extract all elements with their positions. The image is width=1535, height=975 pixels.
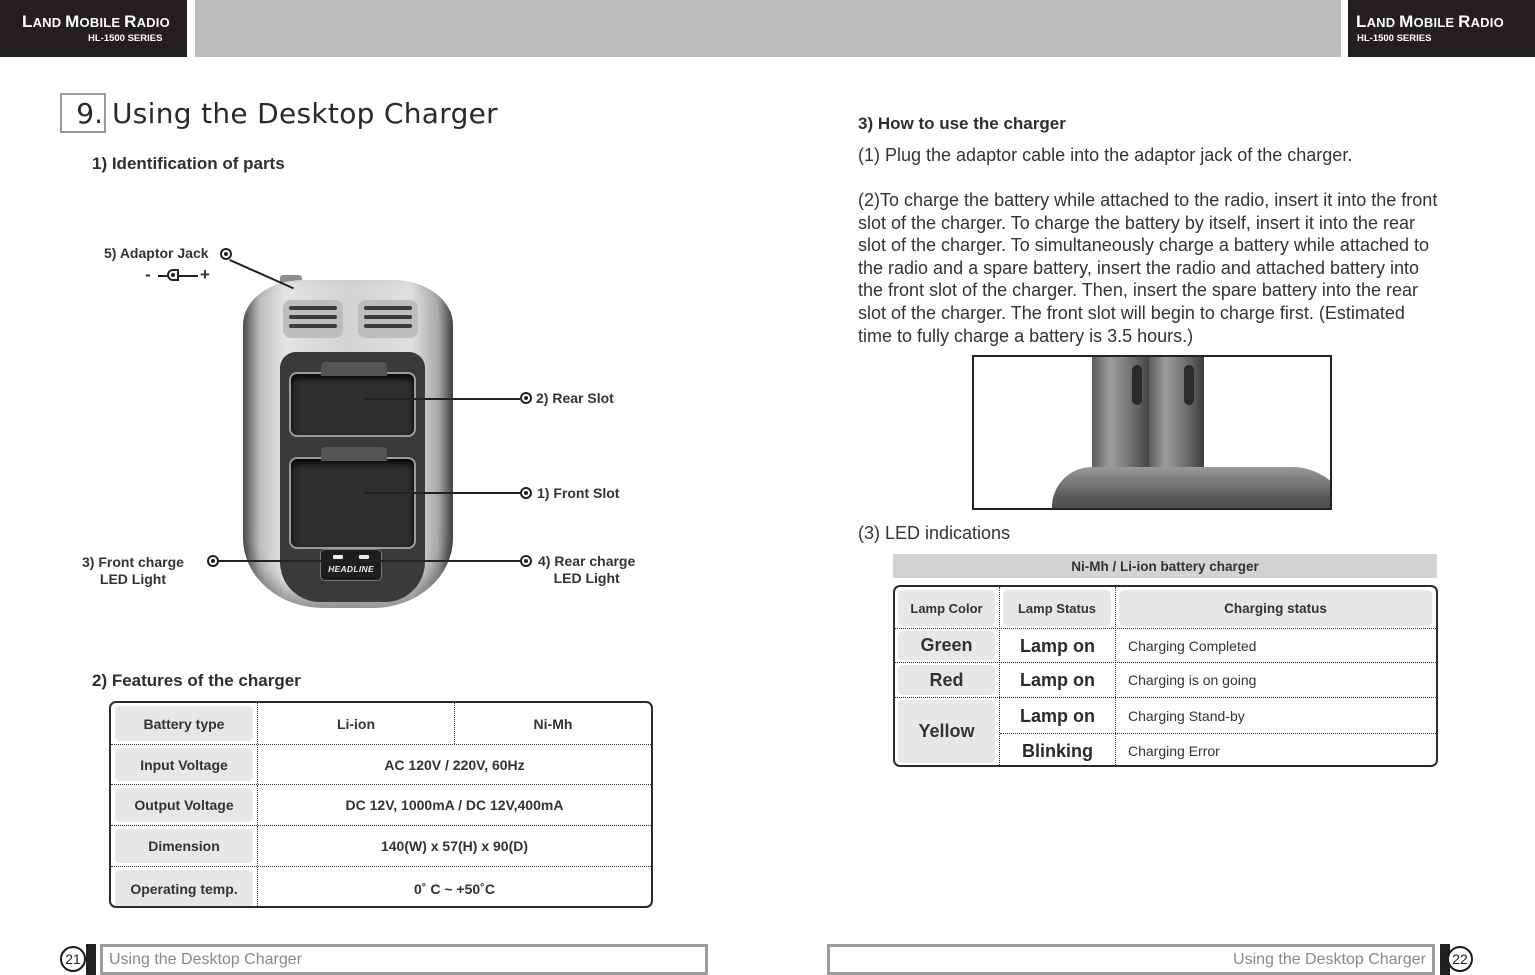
chapter-number: 9.: [60, 93, 106, 133]
header-lamp-status: Lamp Status: [1003, 590, 1111, 626]
header-lamp-color: Lamp Color: [898, 590, 995, 626]
step-3-text: (3) LED indications: [858, 523, 1011, 543]
header-brand-left: [0, 0, 187, 57]
chapter-title: Using the Desktop Charger: [112, 96, 498, 130]
row-label: Output Voltage: [115, 788, 253, 822]
row-value: 140(W) x 57(H) x 90(D): [380, 838, 529, 854]
footer-bar: [86, 944, 96, 975]
chapter-heading: [60, 93, 498, 133]
led-panel: [320, 549, 382, 581]
callout-rear-led: 4) Rear charge LED Light: [538, 553, 636, 586]
charging-status: Charging Error: [1128, 743, 1220, 759]
footer-title: Using the Desktop Charger: [827, 944, 1435, 975]
leader-line: [353, 560, 521, 562]
charging-status-column: [1116, 587, 1436, 765]
rear-led-icon: [359, 555, 369, 559]
polarity-plus: +: [200, 265, 210, 284]
table-row: [111, 784, 651, 825]
polarity-minus: -: [145, 265, 151, 284]
callout-dot-icon: [520, 555, 532, 567]
callout-adaptor-jack: 5) Adaptor Jack: [104, 245, 209, 261]
lamp-color-yellow: Yellow: [898, 700, 995, 763]
features-table: [109, 701, 653, 908]
table-row: [111, 866, 651, 908]
callout-front-slot: 1) Front Slot: [537, 485, 620, 501]
brand-title: LAND MOBILE RADIO: [22, 12, 170, 31]
charging-status: Charging Completed: [1128, 638, 1257, 654]
lamp-color-red: Red: [898, 665, 995, 695]
footer-title: Using the Desktop Charger: [100, 944, 708, 975]
series-label: HL-1500 SERIES: [88, 33, 163, 44]
lamp-status: Lamp on: [1020, 705, 1095, 726]
header-band: [195, 0, 1341, 57]
row-label: Input Voltage: [115, 748, 253, 781]
step-1-text: (1) Plug the adaptor cable into the adaptor jack of the charger.: [858, 145, 1353, 165]
lamp-status: Lamp on: [1020, 669, 1095, 690]
leader-line: [365, 398, 520, 400]
cell-li-ion: Li-ion: [258, 703, 455, 744]
table-row: [111, 825, 651, 866]
lamp-status-column: [1000, 587, 1116, 765]
charger-base: [1052, 467, 1332, 510]
charger-parts-diagram: [70, 235, 670, 620]
page-number-badge: 22: [1447, 946, 1473, 972]
callout-front-led: 3) Front charge LED Light: [82, 554, 184, 587]
charger-logo: HEADLINE: [328, 564, 374, 574]
lamp-color-green: Green: [898, 631, 995, 660]
brand-title: LAND MOBILE RADIO: [1356, 12, 1504, 31]
vent-icon: [358, 300, 418, 338]
table-row: [111, 744, 651, 784]
vent-icon: [283, 300, 343, 338]
callout-rear-slot: 2) Rear Slot: [536, 390, 614, 406]
row-label: Battery type: [115, 706, 253, 741]
row-value: AC 120V / 220V, 60Hz: [384, 756, 525, 773]
callout-dot-icon: [520, 487, 532, 499]
row-value: 0˚ C ~ +50˚C: [414, 880, 495, 897]
row-value: DC 12V, 1000mA / DC 12V,400mA: [345, 797, 564, 813]
section-features-title: 2) Features of the charger: [92, 671, 301, 690]
table-row: [111, 703, 651, 744]
header-charging-status: Charging status: [1119, 590, 1432, 626]
charging-status: Charging Stand-by: [1128, 708, 1245, 724]
front-led-icon: [333, 555, 343, 559]
leader-line: [365, 492, 520, 494]
lamp-status: Lamp on: [1020, 635, 1095, 656]
polarity-icon: [167, 269, 179, 281]
front-slot: [289, 457, 416, 549]
led-indications-table: [893, 585, 1438, 767]
section-how-to-use-title: 3) How to use the charger: [858, 114, 1066, 133]
header-brand-right: [1348, 0, 1535, 57]
rear-slot: [289, 372, 416, 437]
lamp-color-column: [895, 587, 1000, 765]
section-identification-title: 1) Identification of parts: [92, 154, 285, 173]
cell-ni-mh: Ni-Mh: [533, 715, 573, 732]
row-label: Operating temp.: [115, 870, 253, 907]
series-label: HL-1500 SERIES: [1357, 33, 1432, 44]
charger-illustration: [243, 280, 453, 608]
charging-status: Charging is on going: [1128, 672, 1257, 688]
callout-dot-icon: [520, 392, 532, 404]
slot-well: [280, 352, 425, 602]
charger-with-radios-photo: [972, 355, 1332, 510]
led-table-caption: Ni-Mh / Li-ion battery charger: [893, 554, 1437, 578]
row-label: Dimension: [115, 829, 253, 863]
leader-line: [218, 560, 328, 562]
page-number-badge: 21: [60, 946, 86, 972]
lamp-status: Blinking: [1022, 740, 1093, 761]
step-2-text: (2)To charge the battery while attached to the radio, insert it into the front slot of the charger. To charge the battery by itself, insert it into the rear slot of the charger. To simultaneously charge a battery while attached to the radio and a spare battery, insert the radio and attached battery into the front slot of the charger. Then, insert the spare battery into the rear slot of the charger. The front slot will begin to charge first. (Estimated time to fully charge a battery is 3.5 hours.): [858, 190, 1438, 346]
